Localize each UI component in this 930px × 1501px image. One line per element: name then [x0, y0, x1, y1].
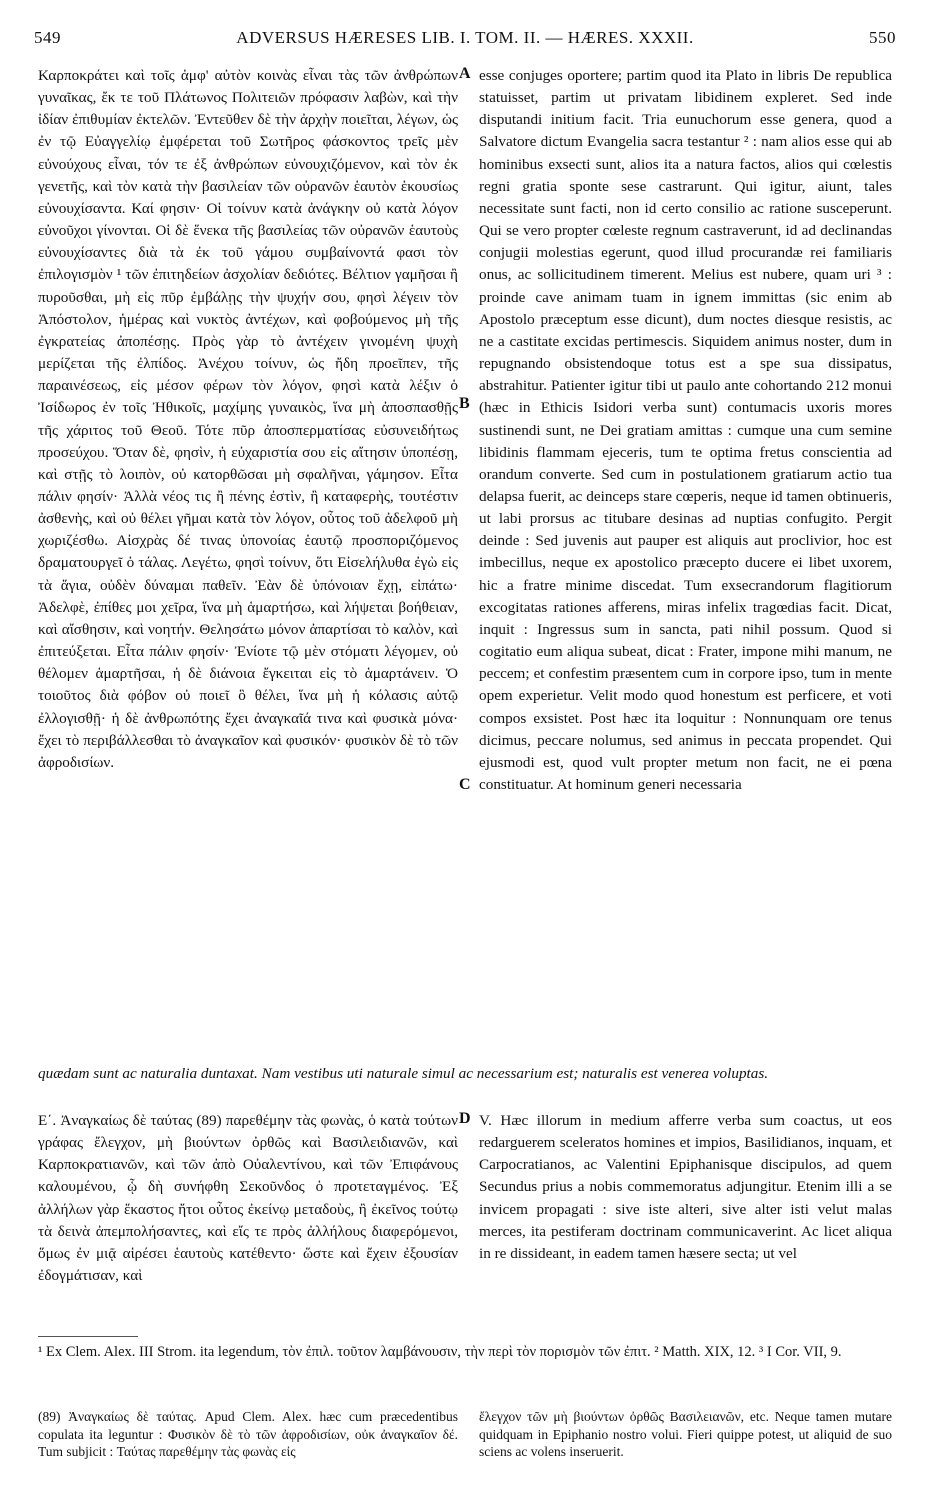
- marker-d: D: [459, 1110, 471, 1127]
- page-number-left: 549: [34, 28, 61, 47]
- latin-paragraph: esse conjuges oportere; partim quod ita Plato in libris De republica statuisset, partim ut privatam libidinem expleret. Sed inde disputandi initium facit. Tria eunuchorum esse genera, quod a Salvatore dictum Evangelia sacra testantur ² : nam alios esse qui ab hominibus exsecti sunt, alios ita a natura factos, alios qui cœlestis regni gratia sponte sese castrarunt. Qui igitur, aiunt, tales necessitate sunt facti, non id certo consilio ac ratione susceperunt. Qui se vero propter cœleste regnum castraverunt, id ad declinandas conjugii molestias egerunt, quod illud procurandæ rei familiaris onus, ac sollicitudinem timerent. Melius est nubere, quam uri ³ : proinde cave animam tuam in ignem immittas (sic enim ab Apostolo præceptum esse dicunt), dum noctes diesque resistis, ac ne a castitate excidas pertimescis. Siquidem animus noster, dum in repugnando obsistendoque totus est a spe sua dissipatus, abstrahitur. Patienter igitur tibi ut paulo ante cohortando 212 monui (hæc in Ethicis Isidori verba sunt) contumacis uxoris mores sustinendi sunt, ne Dei gratiam amittas : cumque una cum semine libidinis flammam ejeceris, tum te optima fretus conscientia ad orandum converte. Sed cum in postulationem gratiarum actio tua delapsa fuerit, ac deinceps stare cœperis, neque id tamen obtinueris, ut labi prorsus ac titubare desinas ad nuptias confugito. Pergit deinde : Sed juvenis aut pauper est aliquis aut proclivior, hoc est imbecillus, neque ex apostolico præcepto ducere ei libet uxorem, hic a fratre minime discedat. Tum exsecrandorum flagitiorum excogitatas rationes afferens, miras infelix tragœdias facit. Dicat, inquit : Ingressus sum in sancta, pati nihil possum. Quod si cogitatio eum aliqua subeat, dicat : Frater, impone mihi manum, ne peccem; et confestim præsentem cum in corpore ipso, tum in mente opem experietur. Velit modo quod honestum est perficere, et voti compos exsistet. Post hæc ita loquitur : Nonnunquam ore tenus dicimus, peccare nolumus, sed animus in peccata propendet. Qui ejusmodi est, quod vult propter metum non facit, ne ei pœna constituatur. At hominum generi necessaria: [479, 67, 892, 793]
- full-width-text: quædam sunt ac naturalia duntaxat. Nam vestibus uti naturale simul ac necessarium est; naturalis est venerea voluptas.: [38, 1065, 769, 1082]
- greek-section-e: [38, 1110, 458, 1287]
- footnote-right-text: ἔλεγχον τῶν μὴ βιούντων ὀρθῶς Βασιλειανῶν, etc. Neque tamen mutare quidquam in Epiphanio nostro volui. Fieri quippe potest, ut aliquid de suo sciens ac volens inseruerit.: [479, 1409, 892, 1459]
- footnotes-top-text: ¹ Ex Clem. Alex. III Strom. ita legendum, τὸν ἐπιλ. τοῦτον λαμβάνουσιν, τὴν περὶ τὸν πορισμὸν τῶν ἐπιτ. ² Matth. XIX, 12. ³ I Cor. VII, 9.: [38, 1344, 842, 1360]
- marker-b: B: [459, 395, 470, 412]
- running-title: ADVERSUS HÆRESES LIB. I. TOM. II. — HÆRES. XXXII.: [236, 28, 694, 47]
- greek-section-e-text: Ε΄. Ἀναγκαίως δὲ ταύτας (89) παρεθέμην τὰς φωνὰς, ὁ κατὰ τούτων γράφας ἔλεγχον, μὴ βιούντων ὀρθῶς καὶ Βασιλειδιανῶν, καὶ Καρποκρατιανῶν, καὶ τῶν ἀπὸ Οὐαλεντίνου, καὶ τῶν Ἐπιφάνους καλουμένου, ᾧ δὴ συνήφθη Σεκοῦνδος ὁ προτεταγμένος. Ἐξ ἀλλήλων γὰρ ἕκαστος ἤτοι οὗτος ἐκείνῳ μεταδοὺς, ἢ ἐκεῖνος τούτῳ τὰ δεινὰ ἀπεμπολήσαντες, καὶ εἴς τε πρὸς ἀλλήλους διαφερόμενοι, ὅμως ἐν μιᾷ αἱρέσει ἑαυτοὺς κατέθεντο· ὥστε καὶ ἔχειν ἐξουσίαν ἐδογμάτισαν, καὶ: [38, 1112, 458, 1285]
- footnote-left-text: (89) Ἀναγκαίως δὲ ταύτας. Apud Clem. Alex. hæc cum præcedentibus copulata ita leguntur : Φυσικὸν δὲ τὸ τῶν ἀφροδισίων, οὐκ ἀναγκαῖον δέ. Tum subjicit : Ταύτας παρεθέμην τὰς φωνὰς εἰς: [38, 1409, 458, 1459]
- full-width-line: [38, 1063, 892, 1085]
- latin-text-column: [479, 65, 892, 796]
- footnote-rule: [38, 1336, 138, 1337]
- greek-text-column: [38, 65, 458, 774]
- footnote-right-column: [479, 1408, 892, 1461]
- marker-a: A: [459, 65, 471, 82]
- running-header: [30, 28, 900, 56]
- latin-section-v: [479, 1110, 892, 1265]
- footnotes-top: [38, 1343, 892, 1361]
- greek-paragraph: Καρποκράτει καὶ τοῖς ἀμφ' αὐτὸν κοινὰς εἶναι τὰς τῶν ἀνθρώπων γυναῖκας, ἔκ τε τοῦ Πλάτωνος Πολιτειῶν πρόφασιν λαβὼν, καὶ τὴν ἰδίαν ἐπιθυμίαν ἐκτελῶν. Ἐντεῦθεν δὲ τὴν ἀρχὴν ποιεῖται, λέγων, ὡς ἐν τῷ Εὐαγγελίῳ ἐμφέρεται τοῦ Σωτῆρος φάσκοντος τρεῖς μὲν εὐνούχους εἶναι, τόν τε ἐξ ἀνθρώπων εὐνουχιζόμενον, καὶ τὸν ἐκ γενετῆς, καὶ τὸν κατὰ τὴν βασιλείαν τῶν οὐρανῶν ἑαυτὸν ἑκουσίως εὐνουχίσαντα. Καί φησιν· Οἱ τοίνυν κατὰ ἀνάγκην οὐ κατὰ λόγον εὐνοῦχοι γίνονται. Οἱ δὲ ἕνεκα τῆς βασιλείας τῶν οὐρανῶν ἑαυτοὺς εὐνουχίσαντες διὰ τὰ ἐκ τοῦ γάμου συμβαίνοντά φασι τὸν ἐπιλογισμὸν ¹ τῶν ἐπιτηδείων ἀσχολίαν δεδιότες. Βέλτιον γαμῆσαι ἢ πυροῦσθαι, μὴ εἰς πῦρ ἐμβάλῃς τὴν ψυχήν σου, φησὶ λέγειν τὸν Ἀπόστολον, ἡμέρας καὶ νυκτὸς ἀντέχων, καὶ φοβούμενος μὴ τῆς ἐγκρατείας ἀποπέσῃς. Πρὸς γὰρ τὸ ἀντέχειν γινομένη ψυχὴ μερίζεται τῆς ἐλπίδος. Ἀνέχου τοίνυν, ὡς ἤδη προεῖπεν, τῆς παραινέσεως, εἰς μέσον φέρων τὸν λόγον, φησὶ κατὰ λέξιν ὁ Ἰσίδωρος ἐν τοῖς Ἠθικοῖς, μαχίμης γυναικὸς, ἵνα μὴ ἀποσπασθῇς τῆς χάριτος τοῦ Θεοῦ. Τότε πῦρ ἀποσπερματίσας εὐσυνειδήτως προσεύχου. Ὅταν δὲ, φησὶν, ἡ εὐχαριστία σου εἰς αἴτησιν ὑποπέσῃ, καὶ στῇς τὸ λοιπὸν, οὐ κατορθῶσαι μὴ σφαλῆναι, γάμησον. Εἶτα πάλιν φησίν· Ἀλλὰ νέος τις ἢ πένης ἐστὶν, ἢ καταφερὴς, τουτέστιν ἀσθενὴς, καὶ οὐ θέλει γῆμαι κατὰ τὸν λόγον, οὗτος τοῦ ἀδελφοῦ μὴ χωριζέσθω. Αἰσχρὰς δέ τινας ὑπονοίας ἑαυτῷ προσποριζόμενος δραματουργεῖ ὁ τάλας. Λεγέτω, φησὶ τοίνυν, ὅτι Εἰσελήλυθα ἐγὼ εἰς τὰ ἅγια, οὐδὲν δύναμαι παθεῖν. Ἐὰν δὲ ὑπόνοιαν ἔχῃ, εἰπάτω· Ἀδελφὲ, ἐπίθες μοι χεῖρα, ἵνα μὴ ἁμαρτήσω, καὶ λήψεται βοήθειαν, καὶ αἴσθησιν, καὶ νοητήν. Θελησάτω μόνον ἀπαρτίσαι τὸ καλὸν, καὶ ἐπιτεύξεται. Εἶτα πάλιν φησίν· Ἐνίοτε τῷ μὲν στόματι λέγομεν, οὐ θέλομεν ἁμαρτῆσαι, ἡ δὲ διάνοια ἔγκειται εἰς τὸ ἁμαρτάνειν. Ὁ τοιοῦτος διὰ φόβον οὐ ποιεῖ ὃ θέλει, ἵνα μὴ ἡ κόλασις αὐτῷ ἐλλογισθῇ· ἡ δὲ ἀνθρωπότης ἔχει ἀναγκαῖά τινα καὶ φυσικὰ μόνα· ἔχει τὸ περιβάλλεσθαι τὸ ἀναγκαῖον καὶ φυσικόν· φυσικὸν δὲ τὸ τῶν ἀφροδισίων.: [38, 67, 458, 771]
- page-number-right: 550: [869, 28, 896, 47]
- latin-section-v-text: V. Hæc illorum in medium afferre verba sum coactus, ut eos redarguerem sceleratos homines et impios, Basilidianos, inquam, et Carpocratianos, ac Valentini Epiphanisque discipulos, ad quem Secundus prius a nobis commemoratus adjungitur. Etenim illi a se invicem propagati : sive iste alteri, sive alter isti velut malas merces, ita pestiferam doctrinam communicaverint. Ac licet aliqua in re dissideant, in eadem tamen hæsere secta; ut vel: [479, 1112, 892, 1262]
- marker-c: C: [459, 776, 471, 793]
- footnote-left-column: [38, 1408, 458, 1461]
